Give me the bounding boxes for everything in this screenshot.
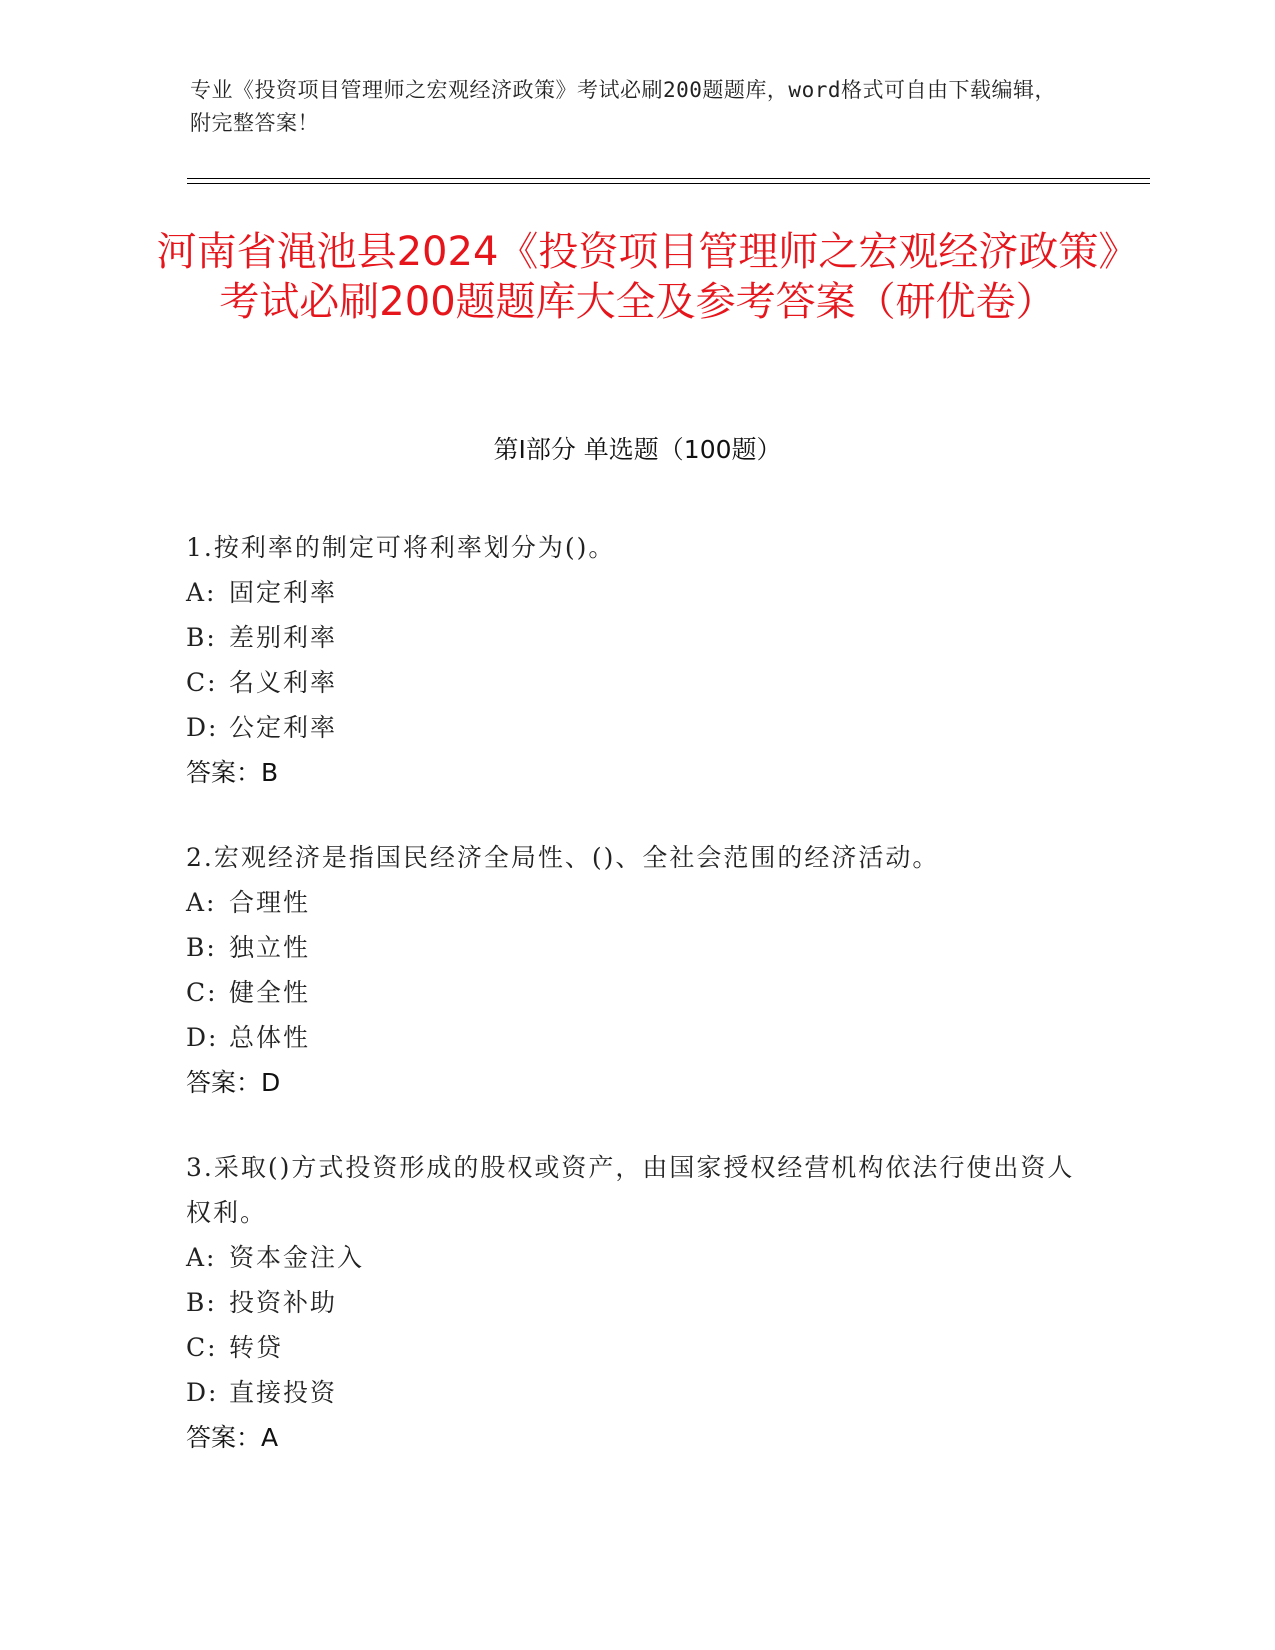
option-key: C: bbox=[186, 668, 218, 697]
option-text: 名义利率 bbox=[229, 668, 338, 697]
option-row bbox=[186, 570, 1086, 615]
option-text: 固定利率 bbox=[229, 578, 338, 607]
option-text: 差别利率 bbox=[229, 623, 338, 652]
option-key: C: bbox=[186, 978, 218, 1007]
option-key: A: bbox=[186, 1243, 217, 1272]
option-row bbox=[186, 1015, 1086, 1060]
option-text: 总体性 bbox=[229, 1023, 311, 1052]
header-divider-top bbox=[187, 178, 1150, 179]
option-text: 健全性 bbox=[229, 978, 311, 1007]
option-text: 独立性 bbox=[229, 933, 311, 962]
answer-line: 答案：A bbox=[186, 1423, 279, 1452]
section-heading: 第I部分 单选题（100题） bbox=[493, 435, 782, 464]
option-key: C: bbox=[186, 1333, 218, 1362]
option-key: B: bbox=[186, 933, 217, 962]
option-key: D: bbox=[186, 713, 219, 742]
option-key: B: bbox=[186, 1288, 217, 1317]
option-row bbox=[186, 1280, 1086, 1325]
answer-line: 答案：D bbox=[186, 1068, 281, 1097]
answer-line: 答案：B bbox=[186, 758, 279, 787]
question-stem: 3.采取()方式投资形成的股权或资产，由国家授权经营机构依法行使出资人权利。 bbox=[186, 1153, 1075, 1227]
header-note: 专业《投资项目管理师之宏观经济政策》考试必刷200题题库，word格式可自由下载编辑，附完整答案！ bbox=[190, 78, 1056, 135]
option-key: D: bbox=[186, 1378, 219, 1407]
option-key: A: bbox=[186, 578, 217, 607]
option-text: 合理性 bbox=[229, 888, 311, 917]
question-stem: 1.按利率的制定可将利率划分为()。 bbox=[186, 533, 616, 562]
option-row bbox=[186, 1325, 1086, 1370]
option-key: A: bbox=[186, 888, 217, 917]
option-row bbox=[186, 615, 1086, 660]
option-text: 直接投资 bbox=[229, 1378, 338, 1407]
option-row bbox=[186, 660, 1086, 705]
option-text: 公定利率 bbox=[229, 713, 338, 742]
option-row bbox=[186, 880, 1086, 925]
option-row bbox=[186, 1235, 1086, 1280]
document-title: 河南省渑池县2024《投资项目管理师之宏观经济政策》考试必刷200题题库大全及参考答案（研优卷） bbox=[156, 229, 1119, 325]
option-row bbox=[186, 925, 1086, 970]
question-list bbox=[186, 525, 1086, 1500]
question-item bbox=[186, 835, 1086, 1105]
option-key: B: bbox=[186, 623, 217, 652]
option-row bbox=[186, 705, 1086, 750]
option-text: 转贷 bbox=[229, 1333, 284, 1362]
header-divider-bottom bbox=[187, 183, 1150, 184]
option-row bbox=[186, 1370, 1086, 1415]
option-text: 资本金注入 bbox=[229, 1243, 365, 1272]
option-text: 投资补助 bbox=[229, 1288, 338, 1317]
question-item bbox=[186, 1145, 1086, 1460]
option-row bbox=[186, 970, 1086, 1015]
question-stem: 2.宏观经济是指国民经济全局性、()、全社会范围的经济活动。 bbox=[186, 843, 940, 872]
option-key: D: bbox=[186, 1023, 219, 1052]
question-item bbox=[186, 525, 1086, 795]
